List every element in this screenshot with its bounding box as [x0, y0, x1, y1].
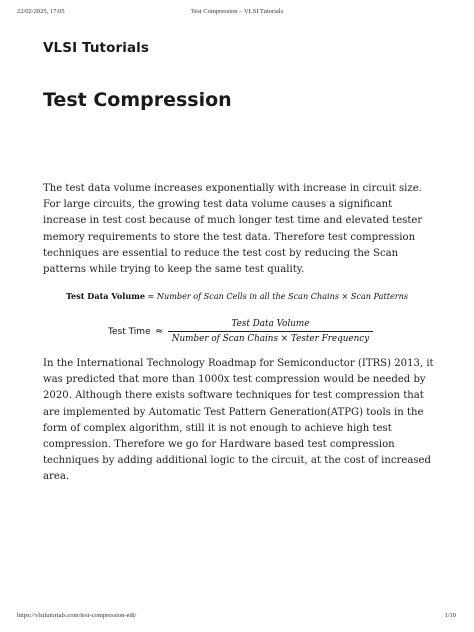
fraction	[168, 318, 373, 345]
test-time-equation	[108, 318, 378, 352]
print-page-number: 1/10	[444, 612, 456, 619]
approx-symbol: ≈	[155, 326, 164, 337]
test-data-volume-equation	[0, 291, 474, 301]
print-datetime: 22/02/2025, 17:05	[17, 8, 65, 15]
approx-symbol: ≈	[144, 291, 157, 301]
itrs-paragraph: In the International Technology Roadmap for Semiconductor (ITRS) 2013, it was predicted that more than 1000x test compression would be needed by 2020. Although there exists software techniques for test compression that are implemented by Automatic Test Pattern Generation(ATPG) tools in the form of complex algorithm, still it is not enough to achieve high test compression. Therefore we go for Hardware based test compression techniques by adding additional logic to the circuit, at the cost of increased area.	[43, 358, 434, 483]
fraction-numerator: Test Data Volume	[231, 319, 310, 329]
print-url: https://vlsitutorials.com/test-compression-edt/	[17, 612, 137, 619]
page-title: Test Compression	[43, 89, 232, 111]
print-footer	[0, 612, 474, 622]
fraction-denominator: Number of Scan Chains × Tester Frequency	[171, 334, 370, 344]
fraction-bar	[168, 331, 373, 332]
equation-rhs: Number of Scan Cells in all the Scan Chains × Scan Patterns	[156, 291, 409, 301]
print-header	[0, 8, 474, 18]
print-doc-title: Test Compression – VLSI Tutorials	[190, 8, 284, 15]
site-title[interactable]: VLSI Tutorials	[43, 40, 150, 56]
intro-paragraph: The test data volume increases exponentially with increase in circuit size. For large circuits, the growing test data volume causes a significant increase in test cost because of much longer test time and elevated tester memory requirements to store the test data. Therefore test compression techniques are essential to reduce the test cost by reducing the Scan patterns while trying to keep the same test quality.	[43, 183, 423, 276]
equation-lhs: Test Time	[108, 327, 151, 337]
equation-lhs: Test Data Volume	[65, 291, 145, 301]
